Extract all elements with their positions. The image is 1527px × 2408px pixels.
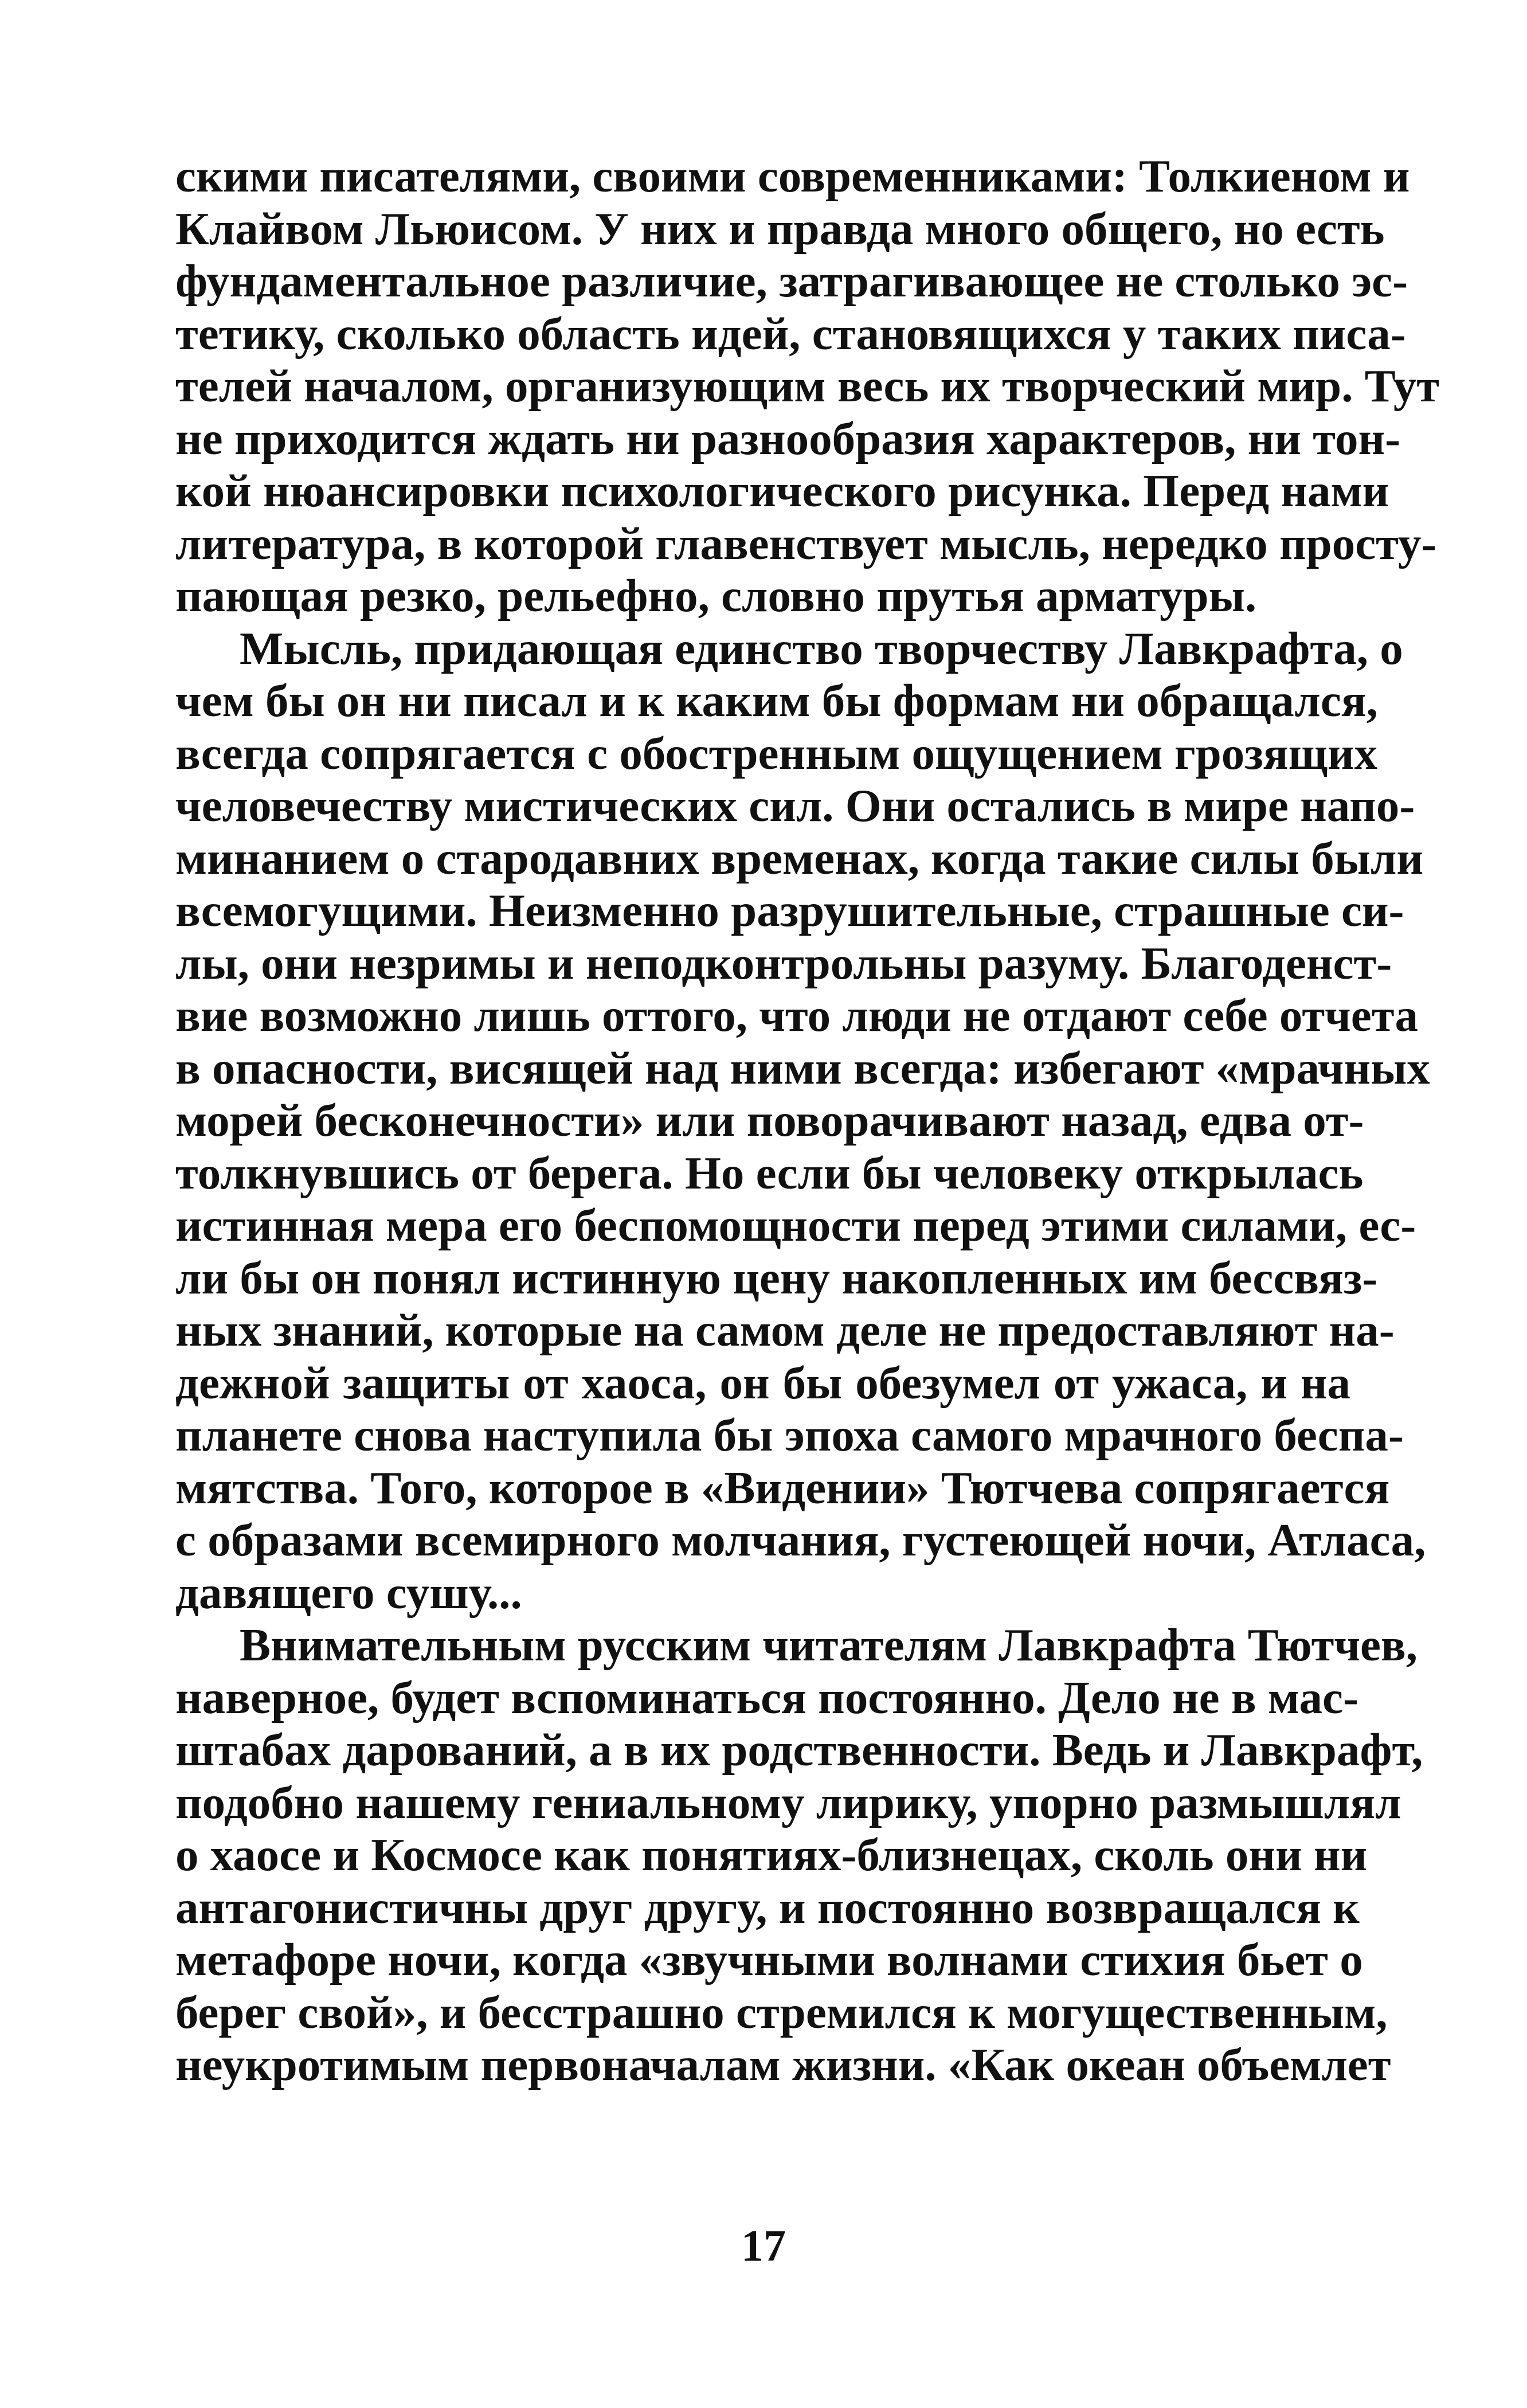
text-line: пающая резко, рельефно, словно прутья арматуры. (175, 570, 1257, 621)
text-line: ли бы он понял истинную цену накопленных им бессвяз- (175, 1252, 1378, 1304)
text-line: толкнувшись от берега. Но если бы человеку открылась (175, 1147, 1364, 1199)
text-line: Внимательным русским читателям Лавкрафта Тютчев, (240, 1619, 1418, 1671)
text-line: с образами всемирного молчания, густеющей ночи, Атласа, (175, 1514, 1426, 1566)
text-line: неукротимым первоначалам жизни. «Как океан объемлет (175, 2039, 1391, 2090)
text-line: подобно нашему гениальному лирику, упорно размышлял (175, 1776, 1401, 1828)
text-line: антагонистичны друг другу, и постоянно возвращался к (175, 1881, 1360, 1933)
paragraph (175, 1619, 1423, 2092)
text-line: планете снова наступила бы эпоха самого мрачного беспа- (175, 1409, 1404, 1461)
text-line: всемогущими. Неизменно разрушительные, страшные си- (175, 885, 1404, 936)
text-line: в опасности, висящей над ними всегда: избегают «мрачных (175, 1042, 1430, 1094)
text-line: не приходится ждать ни разнообразия характеров, ни тон- (175, 412, 1401, 464)
text-line: вие возможно лишь оттого, что люди не отдают себе отчета (175, 990, 1419, 1041)
text-line: истинная мера его беспомощности перед этими силами, ес- (175, 1199, 1416, 1251)
text-line: чем бы он ни писал и к каким бы формам ни обращался, (175, 675, 1378, 726)
paragraph (175, 150, 1439, 623)
text-line: дежной защиты от хаоса, он бы обезумел от ужаса, и на (175, 1357, 1350, 1409)
text-line: минанием о стародавних временах, когда такие силы были (175, 832, 1424, 884)
text-line: фундаментальное различие, затрагивающее не столько эс- (175, 255, 1408, 307)
text-line: литература, в которой главенствует мысль, нередко просту- (175, 517, 1437, 569)
text-line: штабах дарований, а в их родственности. Ведь и Лавкрафт, (175, 1724, 1423, 1776)
text-line: скими писателями, своими современниками: Толкиеном и (175, 150, 1410, 202)
text-line: наверное, будет вспоминаться постоянно. Дело не в мас- (175, 1671, 1358, 1723)
paragraph (175, 622, 1430, 1620)
text-line: берег свой», и бесстрашно стремился к могущественным, (175, 1986, 1388, 2038)
text-line: Мысль, придающая единство творчеству Лавкрафта, о (240, 622, 1403, 674)
text-line: давящего сушу... (175, 1566, 522, 1619)
text-line: лы, они незримы и неподконтрольны разуму. Благоденст- (175, 937, 1392, 989)
text-line: Клайвом Льюисом. У них и правда много общего, но есть (175, 202, 1385, 255)
body-text (175, 150, 1439, 2092)
text-line: мятства. Того, которое в «Видении» Тютчева сопрягается (175, 1461, 1390, 1514)
text-line: о хаосе и Космосе как понятиях-близнецах, сколь они ни (175, 1829, 1368, 1881)
text-line: кой нюансировки психологического рисунка. Перед нами (175, 465, 1389, 517)
text-line: всегда сопрягается с обостренным ощущением грозящих (175, 727, 1378, 779)
text-line: метафоре ночи, когда «звучными волнами стихия бьет о (175, 1934, 1363, 1985)
text-line: тетику, сколько область идей, становящихся у таких писа- (175, 307, 1406, 359)
text-line: телей началом, организующим весь их творческий мир. Тут (175, 360, 1439, 412)
text-line: ных знаний, которые на самом деле не предоставляют на- (175, 1304, 1395, 1356)
text-line: человечеству мистических сил. Они остались в мире напо- (175, 780, 1415, 831)
text-line: морей бесконечности» или поворачивают назад, едва от- (175, 1094, 1364, 1146)
page-number: 17 (741, 2221, 786, 2270)
